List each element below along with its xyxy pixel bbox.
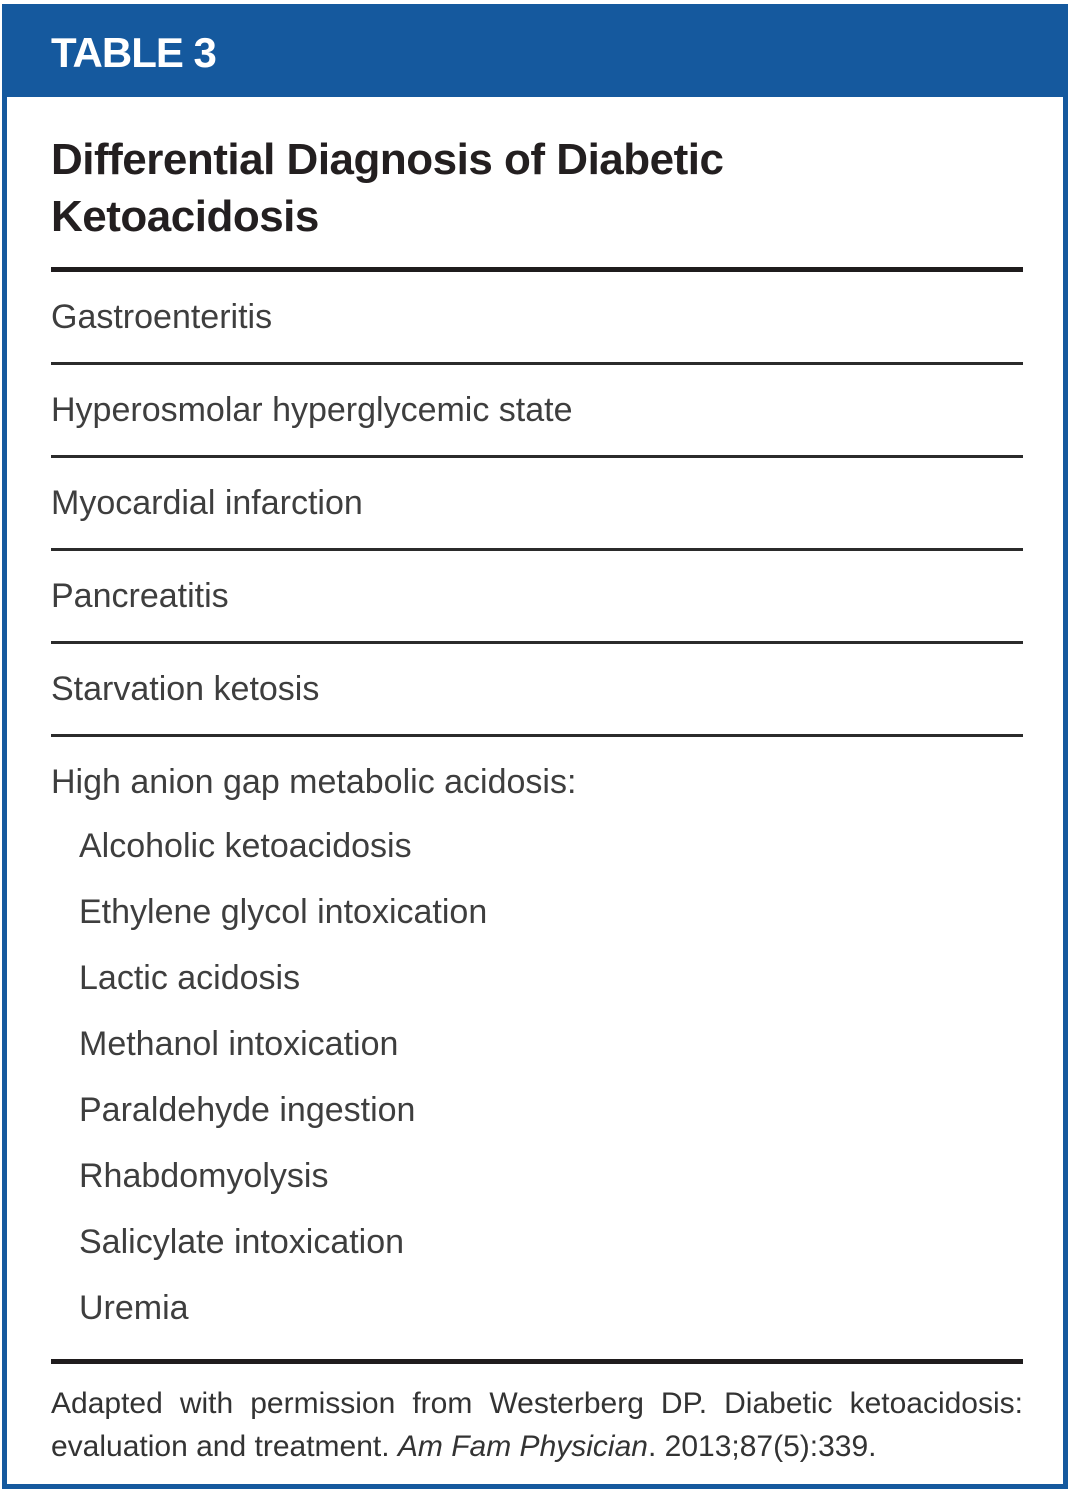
table-row: Starvation ketosis: [51, 644, 1023, 737]
table-row: Myocardial infarction: [51, 458, 1023, 551]
table-row: Gastroenteritis: [51, 272, 1023, 365]
table-card: [2, 4, 1068, 1489]
group-sub-item: Paraldehyde ingestion: [79, 1091, 416, 1129]
table-number-label: TABLE 3: [51, 29, 216, 76]
table-header-band: [7, 9, 1063, 97]
footnote-text: Adapted with permission from Westerberg DP. Diabetic ketoacidosis: evaluation and treatment.: [51, 1387, 1023, 1463]
table-row: Pancreatitis: [51, 551, 1023, 644]
group-sub-item: Methanol intoxication: [79, 1025, 399, 1063]
journal-name: Am Fam Physician: [397, 1430, 648, 1463]
source-footnote: [51, 1364, 1023, 1468]
group-sub-item: Rhabdomyolysis: [79, 1157, 329, 1195]
table-title: Differential Diagnosis of Diabetic Ketoacidosis: [51, 135, 724, 241]
table-row: Hyperosmolar hyperglycemic state: [51, 365, 1023, 458]
group-heading: High anion gap metabolic acidosis:: [51, 763, 577, 801]
group-sub-item: Salicylate intoxication: [79, 1223, 405, 1261]
footnote-citation: . 2013;87(5):339.: [647, 1430, 877, 1463]
group-sub-item: Uremia: [79, 1289, 189, 1327]
group-sub-item: Ethylene glycol intoxication: [79, 893, 488, 931]
high-anion-gap-group: [51, 737, 1023, 1341]
group-sub-item: Lactic acidosis: [79, 959, 301, 997]
table-content: [7, 131, 1063, 1468]
group-sub-item: Alcoholic ketoacidosis: [79, 827, 412, 865]
